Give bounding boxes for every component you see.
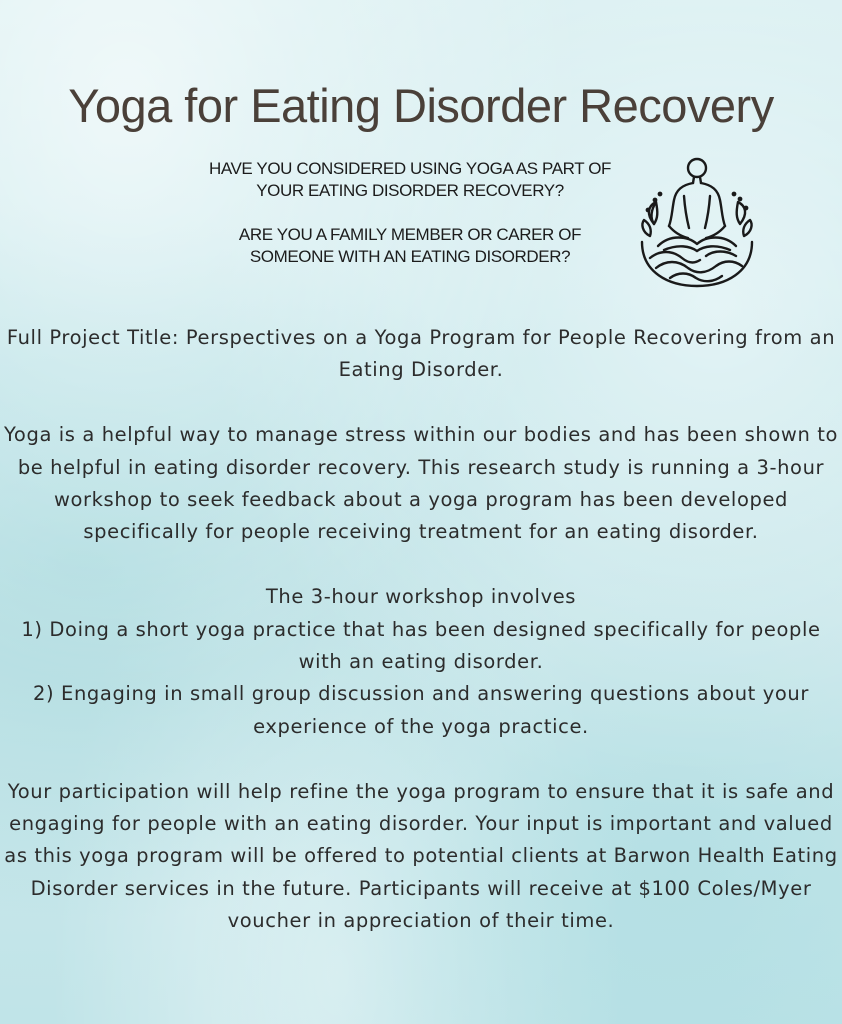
spacer bbox=[0, 387, 842, 419]
workshop-item-1: 1) Doing a short yoga practice that has been designed specifically for people with an eating disorder. bbox=[21, 617, 821, 674]
closing-paragraph: Your participation will help refine the yoga program to ensure that it is safe and engaging for people with an eating disorder. Your input is important and valued as this yoga program will be offered to potential clients at Barwon Health Eating Disorder services in the future. Participants will receive at $100 Coles/Myer voucher in appreciation of their time. bbox=[4, 779, 838, 933]
question-yoga: HAVE YOU CONSIDERED USING YOGA AS PART OF YOUR EATING DISORDER RECOVERY? bbox=[208, 159, 612, 200]
question-carer: ARE YOU A FAMILY MEMBER OR CARER OF SOMEONE WITH AN EATING DISORDER? bbox=[238, 225, 582, 266]
project-title: Full Project Title: Perspectives on a Yoga Program for People Recovering from an Eating Disorder. bbox=[6, 326, 836, 382]
spacer bbox=[0, 743, 842, 775]
meditating-figure-icon bbox=[636, 154, 758, 288]
workshop-heading: The 3-hour workshop involves bbox=[265, 585, 577, 609]
body-text bbox=[0, 322, 842, 938]
spacer bbox=[0, 549, 842, 581]
question-block bbox=[195, 158, 625, 268]
workshop-item-2: 2) Engaging in small group discussion and answering questions about your experience of the yoga practice. bbox=[33, 682, 809, 738]
page-title: Yoga for Eating Disorder Recovery bbox=[68, 79, 774, 132]
intro-paragraph: Yoga is a helpful way to manage stress within our bodies and has been shown to be helpful in eating disorder recovery. This research study is running a 3-hour workshop to seek feedback about a yoga program has been developed specifically for people receiving treatment for an eating disorder. bbox=[4, 423, 838, 544]
